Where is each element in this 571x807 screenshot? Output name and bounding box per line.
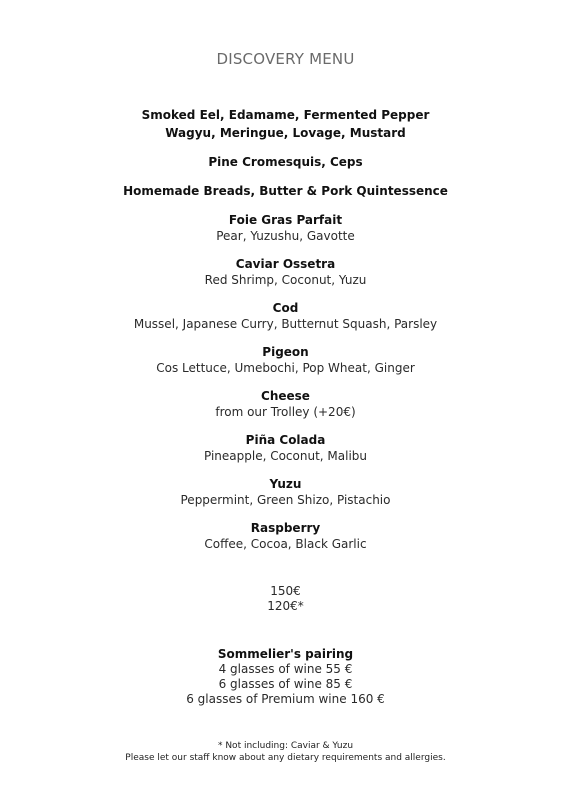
starter-item: Homemade Breads, Butter & Pork Quintessence bbox=[123, 184, 448, 198]
course-description: Mussel, Japanese Curry, Butternut Squash, Parsley bbox=[133, 317, 438, 331]
course-description: Pear, Yuzushu, Gavotte bbox=[216, 229, 355, 243]
footnote: Please let our staff know about any dietary requirements and allergies. bbox=[125, 753, 446, 763]
course-description: Cos Lettuce, Umebochi, Pop Wheat, Ginger bbox=[156, 361, 415, 375]
starter-item: Wagyu, Meringue, Lovage, Mustard bbox=[165, 126, 406, 140]
pairing-option: 6 glasses of wine 85 € bbox=[218, 677, 353, 691]
course-name: Pigeon bbox=[262, 345, 309, 359]
starter-item: Smoked Eel, Edamame, Fermented Pepper bbox=[141, 108, 430, 122]
course-name: Cod bbox=[272, 301, 299, 315]
course-name: Caviar Ossetra bbox=[235, 257, 336, 271]
course-name: Cheese bbox=[261, 389, 310, 403]
course-name: Piña Colada bbox=[245, 433, 326, 447]
course-description: Peppermint, Green Shizo, Pistachio bbox=[180, 493, 391, 507]
starter-item: Pine Cromesquis, Ceps bbox=[208, 155, 363, 169]
course-name: Raspberry bbox=[250, 521, 321, 535]
menu-title: DISCOVERY MENU bbox=[216, 50, 355, 68]
course-name: Yuzu bbox=[269, 477, 302, 491]
course-description: Pineapple, Coconut, Malibu bbox=[203, 449, 368, 463]
pairing-title: Sommelier's pairing bbox=[217, 647, 354, 661]
pairing-option: 6 glasses of Premium wine 160 € bbox=[186, 692, 385, 706]
course-description: from our Trolley (+20€) bbox=[215, 405, 356, 419]
menu-price: 120€* bbox=[267, 599, 304, 613]
course-description: Red Shrimp, Coconut, Yuzu bbox=[204, 273, 367, 287]
footnote: * Not including: Caviar & Yuzu bbox=[217, 741, 354, 751]
course-name: Foie Gras Parfait bbox=[228, 213, 343, 227]
pairing-option: 4 glasses of wine 55 € bbox=[218, 662, 353, 676]
course-description: Coffee, Cocoa, Black Garlic bbox=[204, 537, 367, 551]
menu-price: 150€ bbox=[270, 584, 301, 598]
